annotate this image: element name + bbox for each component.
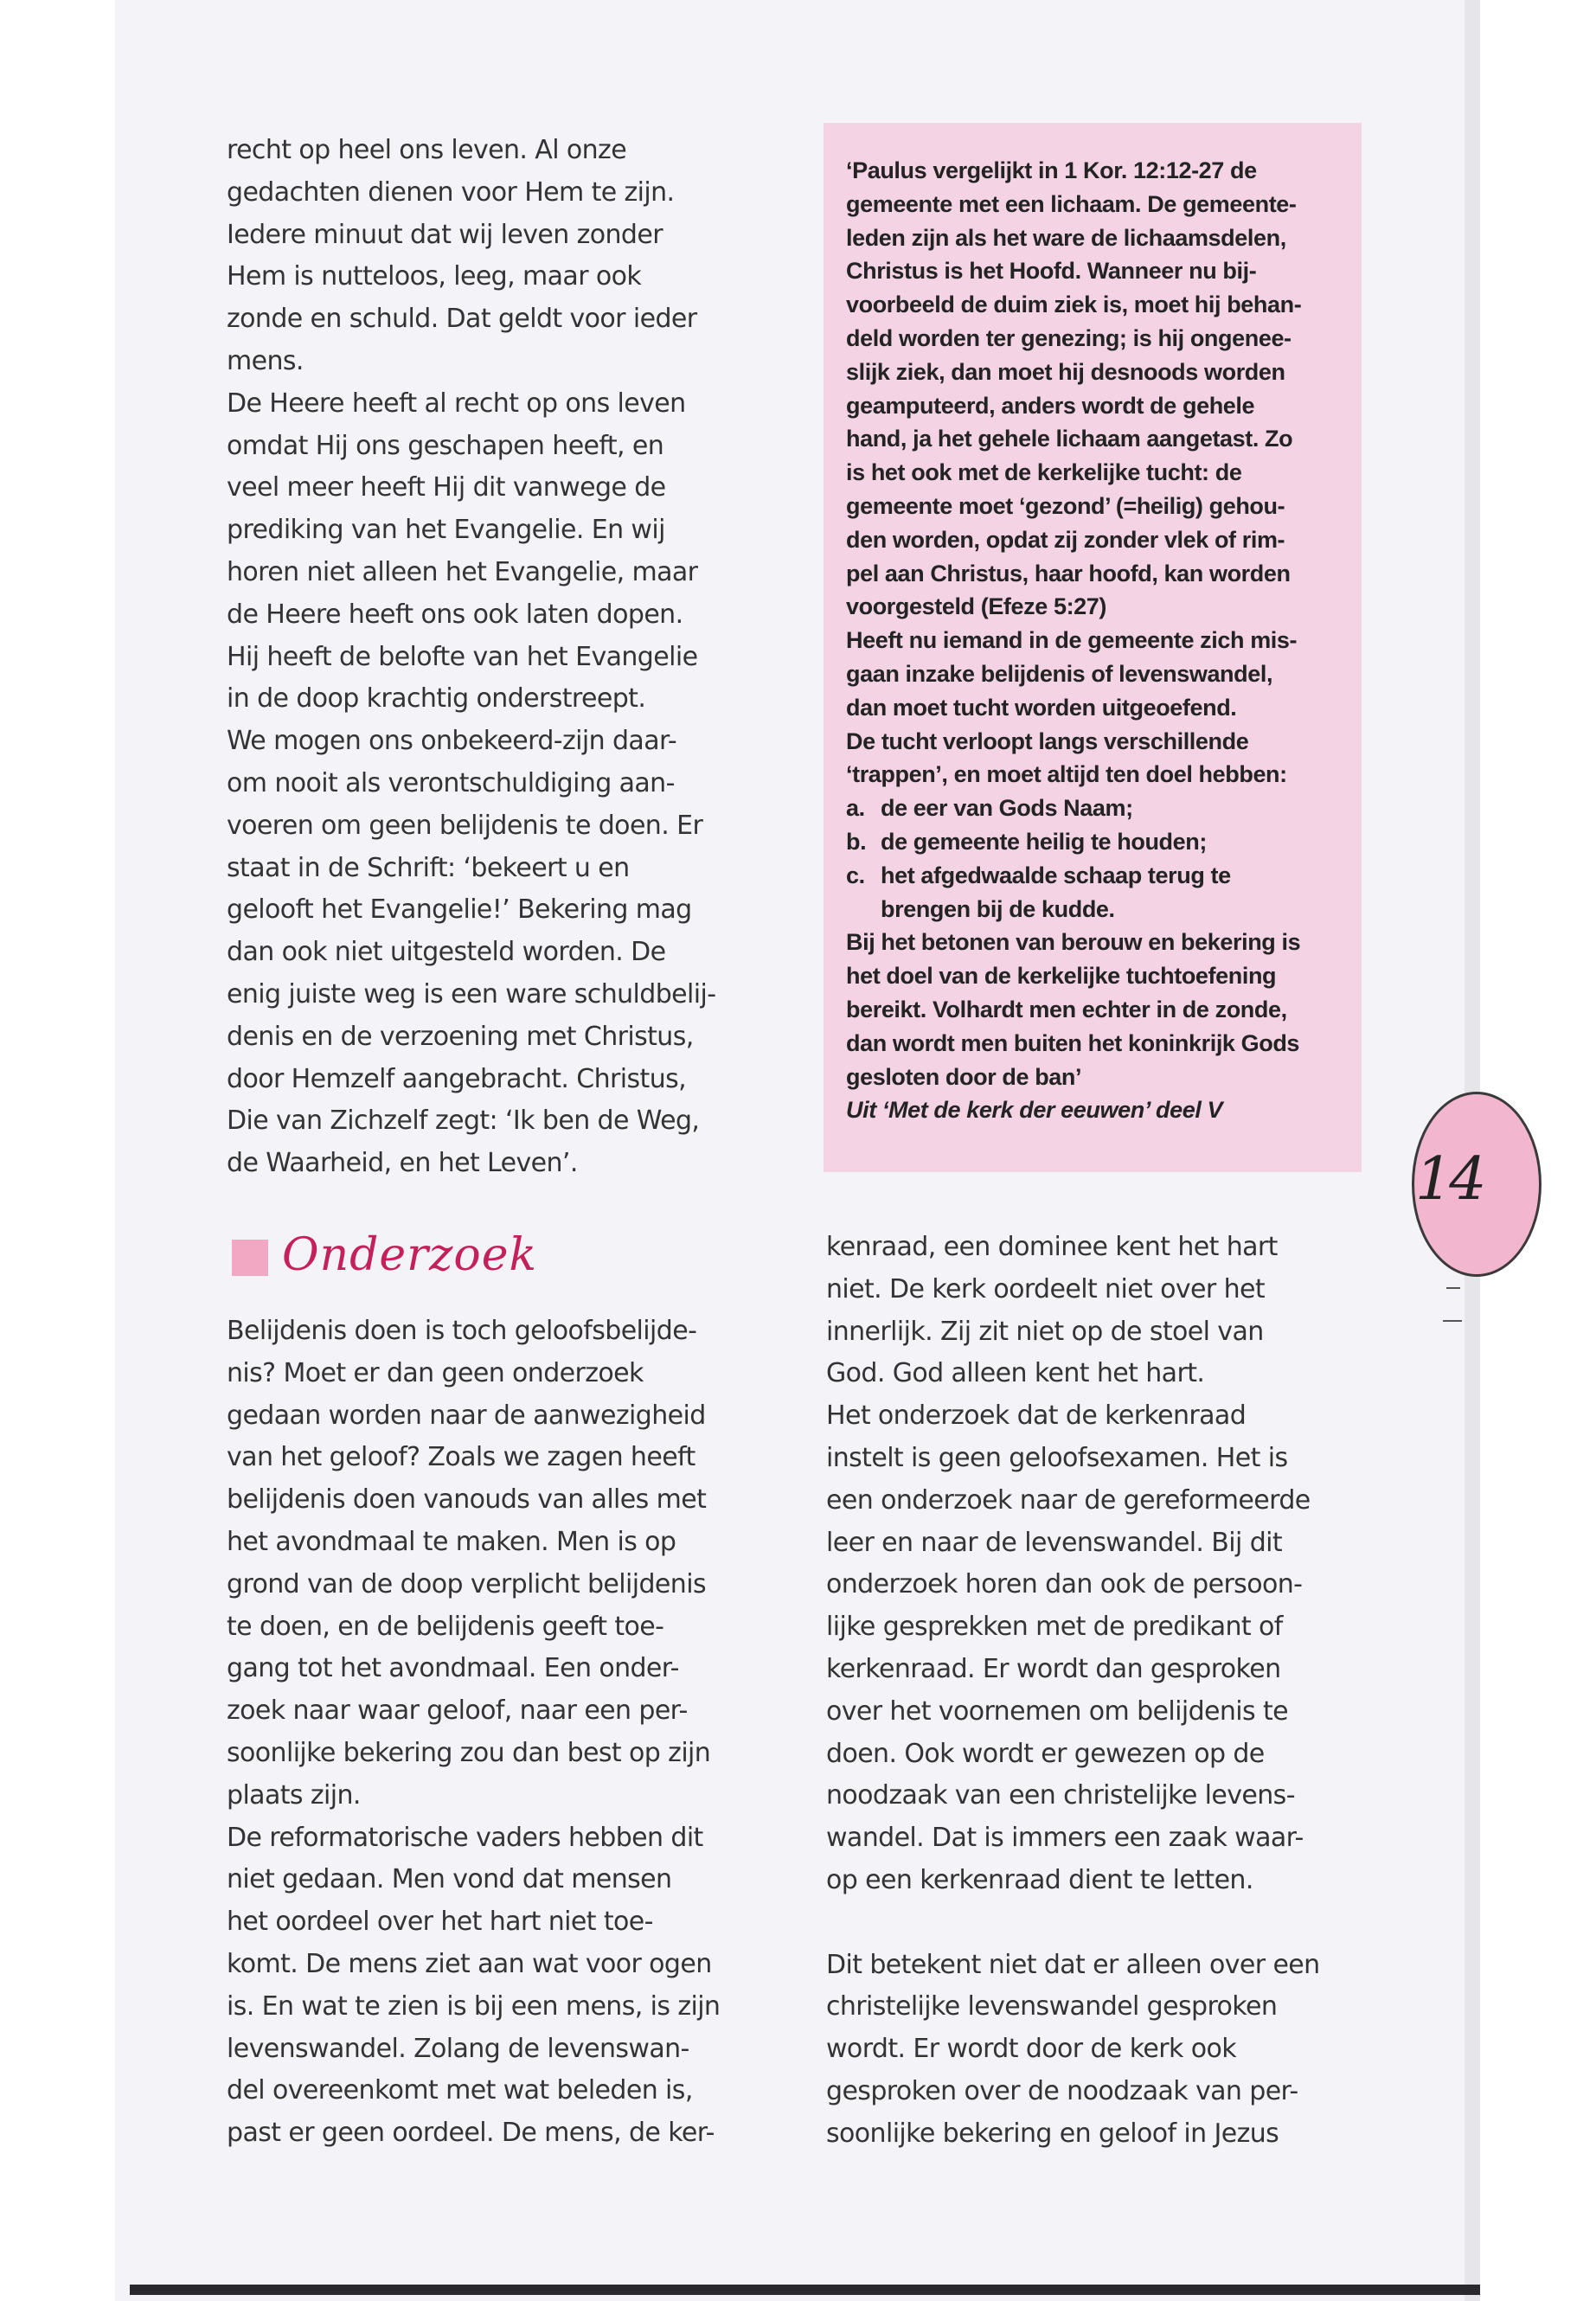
sidebar-paragraph [846, 154, 1352, 792]
text-line: deld worden ter genezing; is hij ongenee- [846, 324, 1292, 351]
text-line: God. God alleen kent het hart. [826, 1358, 1205, 1389]
text-line: Die van Zichzelf zegt: ‘Ik ben de Weg, [227, 1106, 700, 1137]
text-line: horen niet alleen het Evangelie, maar [227, 556, 698, 587]
text-line: leden zijn als het ware de lichaamsdelen, [846, 224, 1286, 251]
list-marker: b. [846, 828, 867, 855]
text-line: door Hemzelf aangebracht. Christus, [227, 1063, 687, 1094]
text-line: gesproken over de noodzaak van per- [826, 2075, 1298, 2106]
text-line: Christus is het Hoofd. Wanneer nu bij- [846, 258, 1257, 285]
text-line: gedachten dienen voor Hem te zijn. [227, 176, 675, 208]
sidebar-list-item [846, 792, 1352, 825]
sidebar-list-item [846, 893, 1352, 926]
text-line: geamputeerd, anders wordt de gehele [846, 392, 1255, 419]
text-line: zoek naar waar geloof, naar een per- [227, 1695, 688, 1727]
text-line: gemeente moet ‘gezond’ (=heilig) gehou- [846, 492, 1285, 519]
text-line: gelooft het Evangelie!’ Bekering mag [227, 894, 692, 926]
text-line: te doen, en de belijdenis geeft toe- [227, 1611, 664, 1642]
text-line: kerkenraad. Er wordt dan gesproken [826, 1653, 1281, 1684]
text-line: pel aan Christus, haar hoofd, kan worden [846, 560, 1291, 586]
text-line: omdat Hij ons geschapen heeft, en [227, 430, 664, 461]
paragraph-gap [826, 1902, 1380, 1945]
text-line: bereikt. Volhardt men echter in de zonde, [846, 996, 1287, 1022]
text-line: grond van de doop verplicht belijdenis [227, 1568, 706, 1599]
left-column-top-text [227, 130, 780, 1185]
text-line: is. En wat te zien is bij een mens, is zijn [227, 1990, 721, 2022]
text-line: niet. De kerk oordeelt niet over het [826, 1273, 1266, 1304]
text-line: hand, ja het gehele lichaam aangetast. Zo [846, 426, 1293, 452]
text-line: staat in de Schrift: ‘bekeert u en [227, 852, 630, 883]
text-line: gaan inzake belijdenis of levenswandel, [846, 660, 1273, 687]
sidebar-list-item [846, 859, 1352, 893]
text-line: in de doop krachtig onderstreept. [227, 683, 646, 715]
text-line: enig juiste weg is een ware schuldbelij- [227, 978, 716, 1009]
text-line: de Waarheid, en het Leven’. [227, 1148, 578, 1179]
list-item-text: de gemeente heilig te houden; [881, 828, 1207, 855]
text-line: voorgesteld (Efeze 5:27) [846, 593, 1106, 620]
sidebar-list-item [846, 825, 1352, 859]
text-line: het avondmaal te maken. Men is op [227, 1526, 676, 1557]
text-line: leer en naar de levenswandel. Bij dit [826, 1527, 1283, 1558]
text-line: soonlijke bekering en geloof in Jezus [826, 2118, 1279, 2149]
text-line: is het ook met de kerkelijke tucht: de [846, 459, 1242, 486]
text-line: den worden, opdat zij zonder vlek of rim- [846, 526, 1285, 553]
text-line: gang tot het avondmaal. Een onder- [227, 1653, 679, 1684]
heading-square-icon [232, 1240, 268, 1276]
text-line: dan moet tucht worden uitgeoefend. [846, 694, 1237, 721]
text-line: gesloten door de ban’ [846, 1063, 1082, 1090]
text-line: voorbeeld de duim ziek is, moet hij behan- [846, 292, 1302, 318]
margin-tick [1443, 1320, 1462, 1322]
text-line: komt. De mens ziet aan wat voor ogen [227, 1948, 712, 1979]
text-line: Dit betekent niet dat er alleen over een [826, 1949, 1320, 1980]
text-line: het doel van de kerkelijke tuchtoefening [846, 963, 1277, 990]
text-line: plaats zijn. [227, 1779, 361, 1811]
text-line: De tucht verloopt langs verschillende [846, 727, 1249, 754]
text-line: Belijdenis doen is toch geloofsbelijde- [227, 1316, 697, 1346]
list-marker: a. [846, 795, 865, 822]
margin-tick [1446, 1287, 1460, 1289]
text-line: past er geen oordeel. De mens, de ker- [227, 2118, 715, 2149]
left-column-bottom-text [227, 1311, 780, 2155]
text-line: van het geloof? Zoals we zagen heeft [227, 1442, 695, 1473]
text-line: een onderzoek naar de gereformeerde [826, 1484, 1311, 1516]
page-number: 14 [1415, 1145, 1484, 1214]
text-line: op een kerkenraad dient te letten. [826, 1864, 1253, 1895]
text-line: Heeft nu iemand in de gemeente zich mis- [846, 627, 1298, 654]
text-line: prediking van het Evangelie. En wij [227, 515, 665, 546]
text-line: noodzaak van een christelijke levens- [826, 1780, 1295, 1811]
text-line: wandel. Dat is immers een zaak waar- [826, 1823, 1304, 1854]
quote-sidebar-text [846, 154, 1352, 1127]
list-marker: c. [846, 862, 865, 888]
text-line: de Heere heeft ons ook laten dopen. [227, 599, 683, 630]
text-line: del overeenkomt met wat beleden is, [227, 2075, 693, 2106]
list-item-text: brengen bij de kudde. [881, 895, 1115, 922]
section-heading-title: Onderzoek [282, 1229, 538, 1281]
text-line: gedaan worden naar de aanwezigheid [227, 1400, 706, 1431]
text-line: Hij heeft de belofte van het Evangelie [227, 641, 698, 672]
text-line: over het voornemen om belijdenis te [826, 1695, 1289, 1727]
text-line: De reformatorische vaders hebben dit [227, 1822, 703, 1853]
text-line: instelt is geen geloofsexamen. Het is [826, 1442, 1288, 1473]
text-line: We mogen ons onbekeerd-zijn daar- [227, 726, 677, 757]
right-column-bottom-text [826, 1227, 1380, 2156]
text-line: niet gedaan. Men vond dat mensen [227, 1864, 672, 1895]
text-line: soonlijke bekering zou dan best op zijn [227, 1737, 711, 1768]
text-line: doen. Ook wordt er gewezen op de [826, 1738, 1265, 1769]
list-item-text: de eer van Gods Naam; [881, 795, 1133, 822]
text-line: ‘Paulus vergelijkt in 1 Kor. 12:12-27 de [846, 157, 1257, 183]
text-line: dan ook niet uitgesteld worden. De [227, 937, 666, 968]
text-line: slijk ziek, dan moet hij desnoods worden [846, 358, 1285, 385]
text-line: kenraad, een dominee kent het hart [826, 1232, 1278, 1262]
bottom-edge-band [130, 2285, 1480, 2295]
text-line: zonde en schuld. Dat geldt voor ieder [227, 304, 697, 335]
section-heading [232, 1225, 537, 1285]
sidebar-source: Uit ‘Met de kerk der eeuwen’ deel V [846, 1097, 1223, 1124]
text-line: Iedere minuut dat wij leven zonder [227, 219, 663, 250]
text-line: belijdenis doen vanouds van alles met [227, 1484, 707, 1516]
text-line: dan wordt men buiten het koninkrijk Gods [846, 1029, 1300, 1056]
text-line: recht op heel ons leven. Al onze [227, 135, 627, 165]
text-line: Hem is nutteloos, leeg, maar ook [227, 261, 642, 292]
text-line: onderzoek horen dan ook de persoon- [826, 1569, 1303, 1600]
text-line: christelijke levenswandel gesproken [826, 1991, 1278, 2022]
sidebar-closing [846, 926, 1352, 1093]
text-line: gemeente met een lichaam. De gemeente- [846, 190, 1297, 217]
list-marker [846, 893, 881, 926]
sidebar-list [846, 792, 1352, 926]
text-line: wordt. Er wordt door de kerk ook [826, 2034, 1236, 2065]
text-line: denis en de verzoening met Christus, [227, 1021, 694, 1052]
text-line: lijke gesprekken met de predikant of [826, 1612, 1283, 1643]
text-line: De Heere heeft al recht op ons leven [227, 388, 686, 419]
text-line: voeren om geen belijdenis te doen. Er [227, 810, 703, 841]
text-line: veel meer heeft Hij dit vanwege de [227, 472, 666, 503]
text-line: innerlijk. Zij zit niet op de stoel van [826, 1316, 1264, 1347]
text-line: het oordeel over het hart niet toe- [227, 1907, 653, 1938]
text-line: mens. [227, 345, 304, 376]
text-line: ‘trappen’, en moet altijd ten doel hebben: [846, 761, 1287, 788]
text-line: Het onderzoek dat de kerkenraad [826, 1400, 1247, 1432]
text-line: nis? Moet er dan geen onderzoek [227, 1357, 644, 1388]
text-line: Bij het betonen van berouw en bekering is [846, 929, 1301, 956]
list-item-text: het afgedwaalde schaap terug te [881, 862, 1231, 888]
text-line: levenswandel. Zolang de levenswan- [227, 2033, 689, 2064]
text-line: om nooit als verontschuldiging aan- [227, 767, 675, 798]
